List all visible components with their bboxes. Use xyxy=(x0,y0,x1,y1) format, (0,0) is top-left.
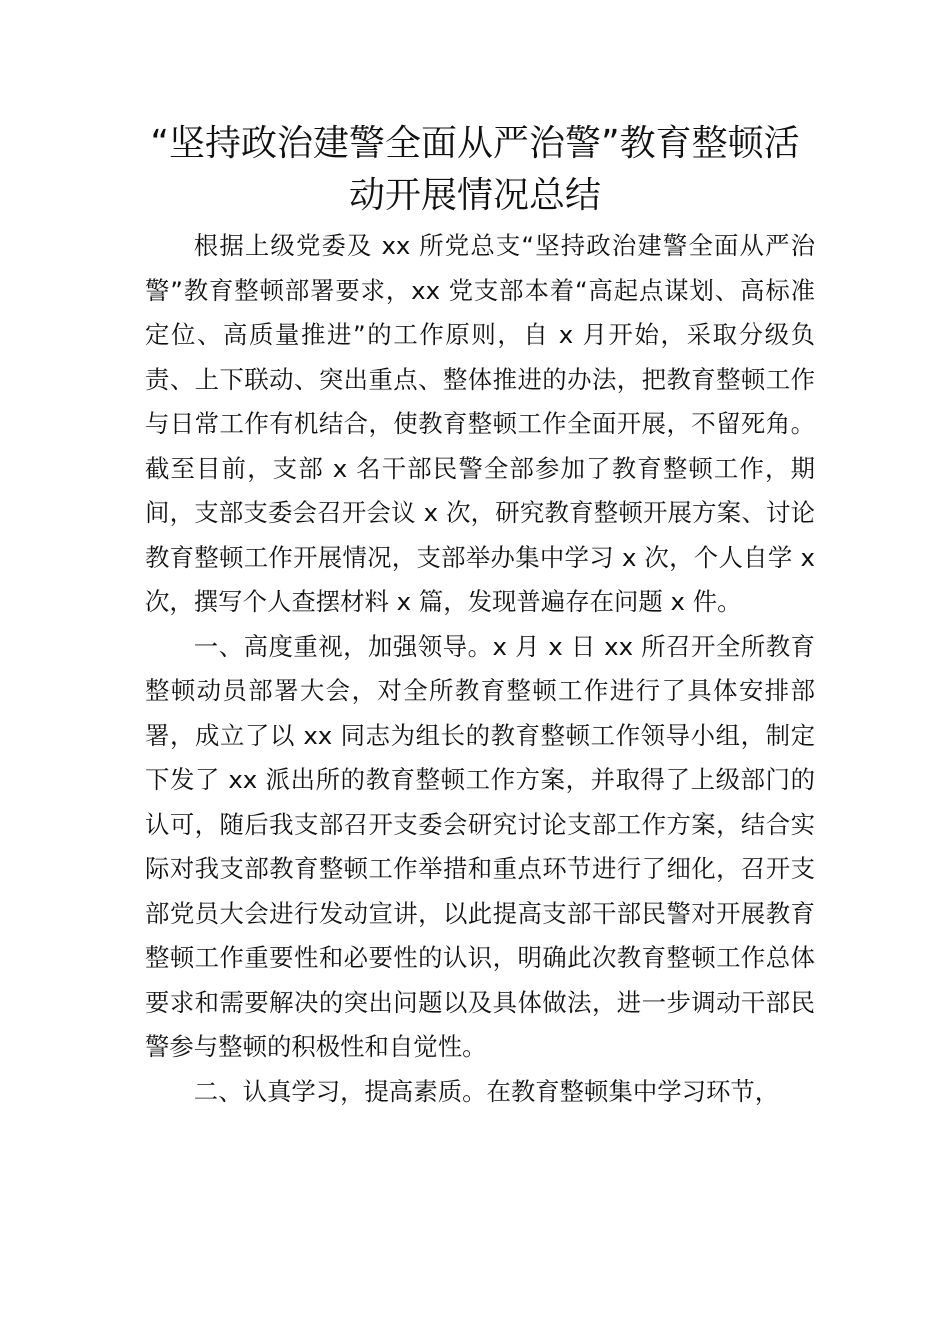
title-line-2: 动开展情况总结 xyxy=(348,175,601,216)
paragraph-intro: 根据上级党委及 xx 所党总支“坚持政治建警全面从严治警”教育整顿部署要求，xx 党支部本着“高起点谋划、高标准定位、高质量推进”的工作原则，自 x 月开始，采取分级负责、上下联动、突出重点、整体推进的办法，把教育整顿工作与日常工作有机结合，使教育整顿工作全面开展，不留死角。截至目前，支部 x 名干部民警全部参加了教育整顿工作，期间，支部支委会召开会议 x 次，研究教育整顿开展方案、讨论教育整顿工作开展情况，支部举办集中学习 x 次，个人自学 x 次，撰写个人查摆材料 x 篇，发现普遍存在问题 x 件。 xyxy=(145,231,815,616)
paragraph-section-2: 二、认真学习，提高素质。在教育整顿集中学习环节， xyxy=(193,1076,780,1106)
document-body xyxy=(145,224,815,1114)
document-title xyxy=(128,118,822,222)
paragraph-section-1: 一、高度重视，加强领导。x 月 x 日 xx 所召开全所教育整顿动员部署大会，对全所教育整顿工作进行了具体安排部署，成立了以 xx 同志为组长的教育整顿工作领导小组，制定下发了 xx 派出所的教育整顿工作方案，并取得了上级部门的认可，随后我支部召开支委会研究讨论支部工作方案，结合实际对我支部教育整顿工作举措和重点环节进行了细化，召开支部党员大会进行发动宣讲，以此提高支部干部民警对开展教育整顿工作重要性和必要性的认识，明确此次教育整顿工作总体要求和需要解决的突出问题以及具体做法，进一步调动干部民警参与整顿的积极性和自觉性。 xyxy=(145,631,815,1061)
title-line-1: “坚持政治建警全面从严治警”教育整顿活 xyxy=(150,123,800,164)
